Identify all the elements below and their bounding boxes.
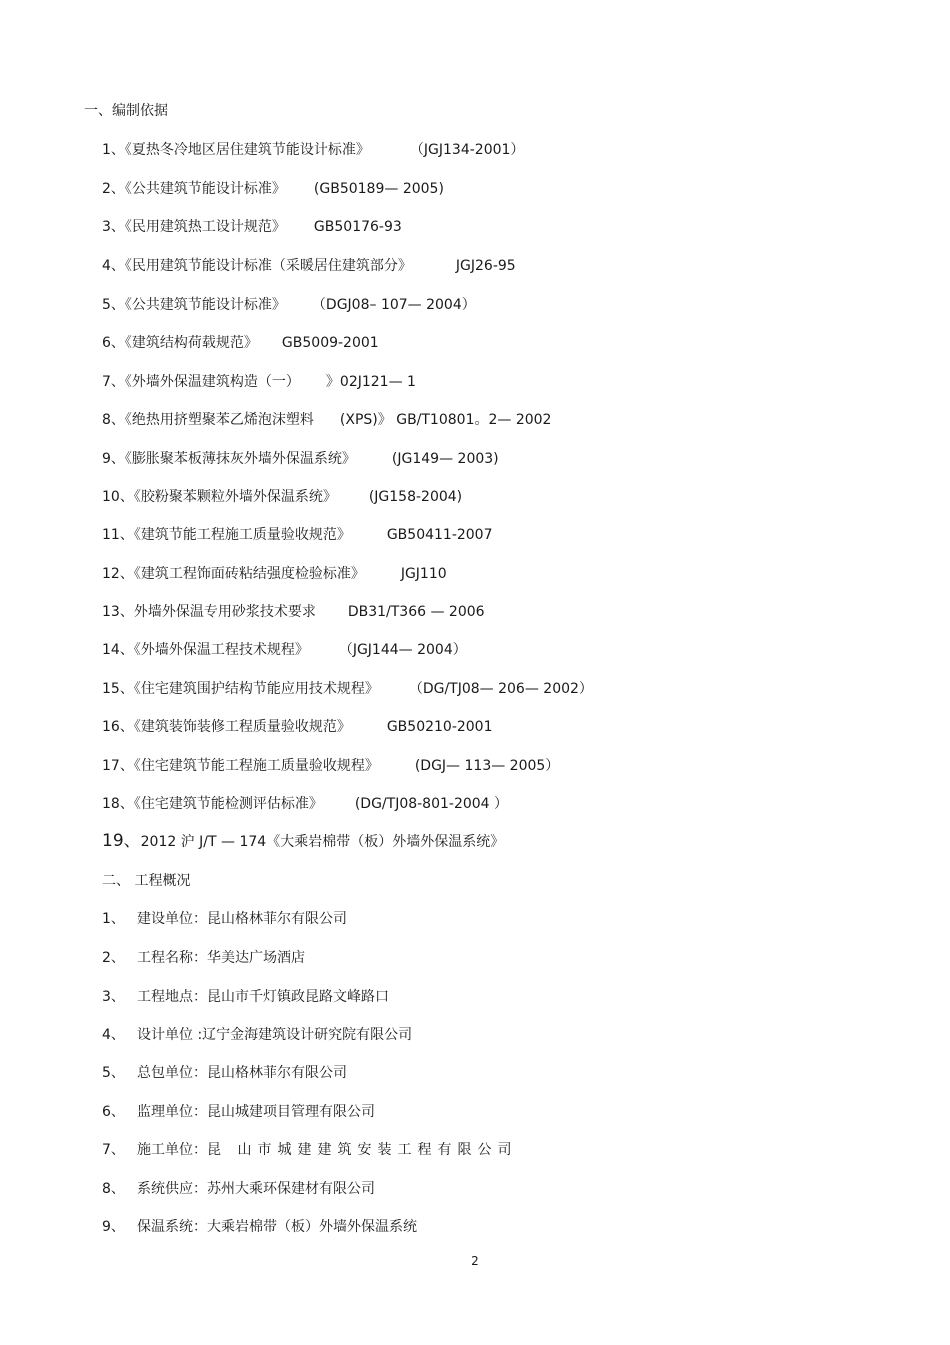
reference-item <box>102 141 524 159</box>
reference-code: (GB50189— 2005) <box>313 181 444 197</box>
reference-title: 《建筑结构荷载规范》 <box>124 335 258 351</box>
info-value: 昆山市千灯镇政昆路文峰路口 <box>207 989 389 1005</box>
info-value: 昆 山市城建建筑安装工程有限公司 <box>207 1142 518 1158</box>
reference-code: (DG/TJ08-801-2004 ） <box>354 796 509 812</box>
reference-number: 18、 <box>102 796 134 812</box>
reference-number: 15、 <box>102 681 134 697</box>
reference-title: 《胶粉聚苯颗粒外墙外保温系统》 <box>133 489 337 505</box>
reference-number: 7、 <box>102 374 125 390</box>
reference-item <box>102 180 444 198</box>
project-info-item <box>102 910 347 928</box>
project-info-item <box>102 949 305 967</box>
reference-item <box>102 718 493 736</box>
info-value: 华美达广场酒店 <box>207 950 305 966</box>
reference-number: 9、 <box>102 451 125 467</box>
reference-title: 《民用建筑热工设计规范》 <box>124 219 286 235</box>
reference-title: 《建筑节能工程施工质量验收规范》 <box>133 527 351 543</box>
reference-number: 11、 <box>102 527 134 543</box>
project-info-item <box>102 1141 517 1159</box>
info-label: 工程名称： <box>137 950 207 966</box>
reference-item <box>102 757 559 775</box>
reference-number: 6、 <box>102 335 125 351</box>
reference-title: 《民用建筑节能设计标准（采暖居住建筑部分》 <box>124 258 412 274</box>
section-heading-basis: 一、编制依据 <box>84 103 168 119</box>
reference-number: 12、 <box>102 566 134 582</box>
info-number: 4、 <box>102 1027 125 1043</box>
reference-code: GB5009-2001 <box>281 335 379 351</box>
page-number: 2 <box>471 1254 479 1268</box>
reference-number: 16、 <box>102 719 134 735</box>
reference-title: 《住宅建筑节能工程施工质量验收规程》 <box>133 758 379 774</box>
info-number: 5、 <box>102 1065 125 1081</box>
reference-number: 5、 <box>102 297 125 313</box>
reference-title: 《夏热冬冷地区居住建筑节能设计标准》 <box>124 142 370 158</box>
reference-code: (JG149— 2003) <box>391 451 499 467</box>
reference-number: 4、 <box>102 258 125 274</box>
info-value: 辽宁金海建筑设计研究院有限公司 <box>202 1027 413 1043</box>
reference-number: 10、 <box>102 489 134 505</box>
reference-title: 《建筑工程饰面砖粘结强度检验标准》 <box>133 566 365 582</box>
reference-title: 《外墙外保温工程技术规程》 <box>133 642 309 658</box>
info-value: 昆山城建项目管理有限公司 <box>207 1104 375 1120</box>
reference-item <box>102 565 447 583</box>
reference-number: 17、 <box>102 758 134 774</box>
reference-title: 《公共建筑节能设计标准》 <box>124 181 286 197</box>
project-info-item <box>102 1218 417 1236</box>
reference-title: 《住宅建筑围护结构节能应用技术规程》 <box>133 681 379 697</box>
reference-code: （JGJ134-2001） <box>409 142 525 158</box>
reference-item <box>102 334 379 352</box>
reference-code: GB50411-2007 <box>386 527 493 543</box>
project-info-item <box>102 1180 375 1198</box>
reference-title: 《建筑装饰装修工程质量验收规范》 <box>133 719 351 735</box>
reference-title: 《绝热用挤塑聚苯乙烯泡沫塑料 <box>124 412 314 428</box>
info-value: 昆山格林菲尔有限公司 <box>207 1065 347 1081</box>
section-heading-overview: 二、 工程概况 <box>102 873 191 889</box>
reference-number: 14、 <box>102 642 134 658</box>
reference-number: 1、 <box>102 142 125 158</box>
info-number: 1、 <box>102 911 125 927</box>
reference-item <box>102 795 508 813</box>
reference-number: 19、 <box>102 831 141 851</box>
info-value: 大乘岩棉带（板）外墙外保温系统 <box>207 1219 417 1235</box>
info-number: 2、 <box>102 950 125 966</box>
reference-item <box>102 641 467 659</box>
reference-title: 2012 沪 J/T — 174《大乘岩棉带（板）外墙外保温系统》 <box>140 834 505 850</box>
info-label: 监理单位： <box>137 1104 207 1120</box>
reference-item <box>102 411 551 429</box>
info-label: 总包单位： <box>137 1065 207 1081</box>
reference-code: DB31/T366 — 2006 <box>347 604 485 620</box>
reference-item <box>102 488 462 506</box>
reference-title: 《外墙外保温建筑构造（一） <box>124 374 300 390</box>
reference-title: 《公共建筑节能设计标准》 <box>124 297 286 313</box>
reference-code: (XPS)》 GB/T10801。2— 2002 <box>339 412 552 428</box>
info-label: 建设单位： <box>137 911 207 927</box>
reference-code: GB50210-2001 <box>386 719 493 735</box>
info-label: 保温系统： <box>137 1219 207 1235</box>
reference-item <box>102 450 499 468</box>
info-number: 6、 <box>102 1104 125 1120</box>
info-value: 苏州大乘环保建材有限公司 <box>207 1181 375 1197</box>
reference-item <box>102 832 504 851</box>
reference-code: GB50176-93 <box>313 219 402 235</box>
reference-item <box>102 257 516 275</box>
info-number: 7、 <box>102 1142 125 1158</box>
reference-item <box>102 296 476 314</box>
reference-item <box>102 218 402 236</box>
reference-code: (DGJ— 113— 2005） <box>414 758 560 774</box>
reference-item <box>102 603 485 621</box>
reference-title: 外墙外保温专用砂浆技术要求 <box>133 604 316 620</box>
reference-code: (JG158-2004) <box>368 489 463 505</box>
reference-code: 》02J121— 1 <box>325 374 416 390</box>
reference-code: （DG/TJ08— 206— 2002） <box>408 681 593 697</box>
project-info-item <box>102 1026 412 1044</box>
reference-title: 《膨胀聚苯板薄抹灰外墙外保温系统》 <box>124 451 356 467</box>
info-label: 工程地点： <box>137 989 207 1005</box>
info-label: 系统供应： <box>137 1181 207 1197</box>
reference-number: 2、 <box>102 181 125 197</box>
reference-code: JGJ110 <box>400 566 447 582</box>
reference-number: 3、 <box>102 219 125 235</box>
info-number: 3、 <box>102 989 125 1005</box>
project-info-item <box>102 988 389 1006</box>
reference-item <box>102 526 493 544</box>
reference-item <box>102 373 416 391</box>
reference-number: 8、 <box>102 412 125 428</box>
info-value: 昆山格林菲尔有限公司 <box>207 911 347 927</box>
reference-item <box>102 680 593 698</box>
info-label: 施工单位： <box>137 1142 207 1158</box>
info-number: 8、 <box>102 1181 125 1197</box>
reference-code: （JGJ144— 2004） <box>338 642 467 658</box>
reference-number: 13、 <box>102 604 134 620</box>
reference-code: JGJ26-95 <box>455 258 516 274</box>
project-info-item <box>102 1064 347 1082</box>
reference-title: 《住宅建筑节能检测评估标准》 <box>133 796 323 812</box>
reference-code: （DGJ08– 107— 2004） <box>311 297 476 313</box>
project-info-item <box>102 1103 375 1121</box>
info-label: 设计单位 : <box>137 1027 203 1043</box>
info-number: 9、 <box>102 1219 125 1235</box>
